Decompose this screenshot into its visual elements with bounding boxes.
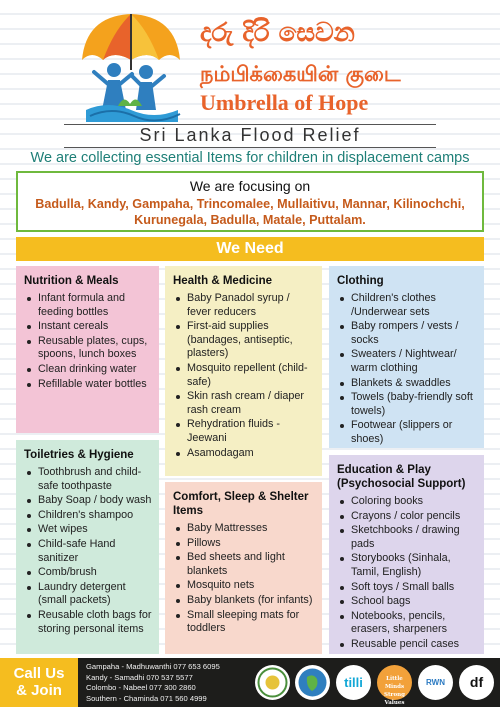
list-item: Baby Panadol syrup / fever reducers (173, 292, 316, 319)
item-list (173, 522, 316, 636)
partner-logo-2-icon (295, 665, 330, 700)
call-to-action (0, 658, 78, 707)
panel-nutrition (16, 266, 159, 433)
panel-title: Nutrition & Meals (24, 275, 119, 287)
list-item: Soft toys / Small balls (337, 581, 478, 595)
title-sinhala: දරු දිරි සෙවන (200, 18, 355, 48)
list-item: Coloring books (337, 495, 478, 509)
we-need-banner (16, 237, 484, 261)
panel-title: Education & Play (Psychosocial Support) (337, 464, 466, 490)
item-list (24, 292, 153, 391)
list-item: Sketchbooks / drawing pads (337, 524, 478, 551)
partner-logo-rwn (418, 665, 453, 700)
list-item: Blankets & swaddles (337, 377, 478, 391)
list-item: Pillows (173, 537, 316, 551)
partner-logo-1-icon (255, 665, 290, 700)
panel-clothing (329, 266, 484, 448)
panel-title: Toiletries & Hygiene (24, 449, 134, 461)
partner-logo-1 (255, 665, 290, 700)
list-item: First-aid supplies (bandages, antiseptic, plasters) (173, 320, 316, 361)
partner-label: RWN (426, 678, 445, 687)
contact-southern: Southern - Chaminda 071 560 4999 (86, 693, 207, 703)
partner-logo-little-minds (377, 665, 412, 706)
list-item: Children's clothes /Underwear sets (337, 292, 478, 319)
partner-label: df (469, 674, 484, 690)
list-item: Toothbrush and child-safe toothpaste (24, 466, 153, 493)
contact-colombo: Colombo - Nabeel 077 300 2860 (86, 683, 196, 692)
panel-title: Comfort, Sleep & Shelter Items (173, 491, 309, 517)
list-item: Infant formula and feeding bottles (24, 292, 153, 319)
list-item: Towels (baby-friendly soft towels) (337, 391, 478, 418)
list-item: Baby Soap / body wash (24, 494, 153, 508)
partner-logo-tilli (336, 665, 371, 700)
panel-health (165, 266, 322, 476)
title-tamil: நம்பிக்கையின் குடை (200, 62, 401, 86)
list-item: Baby Mattresses (173, 522, 316, 536)
list-item: Footwear (slippers or shoes) (337, 419, 478, 446)
list-item: Mosquito nets (173, 579, 316, 593)
partner-logo-df (459, 665, 494, 700)
subtitle-bar (64, 124, 436, 148)
panel-title: Health & Medicine (173, 275, 273, 287)
list-item: Mosquito repellent (child-safe) (173, 362, 316, 389)
list-item: Comb/brush (24, 566, 153, 580)
list-item: Clean drinking water (24, 363, 153, 377)
list-item: Refillable water bottles (24, 378, 153, 392)
list-item: Reusable cloth bags for storing personal items (24, 609, 153, 636)
list-item: Reusable pencil cases (337, 638, 478, 652)
title-english: Umbrella of Hope (200, 90, 369, 115)
partner-label: Little Minds Strong Values (384, 676, 405, 706)
subtitle: Sri Lanka Flood Relief (139, 125, 361, 145)
list-item: Storybooks (Sinhala, Tamil, English) (337, 552, 478, 579)
umbrella-of-hope-logo (78, 10, 184, 122)
list-item: Instant cereals (24, 320, 153, 334)
list-item: Baby rompers / vests / socks (337, 320, 478, 347)
list-item: School bags (337, 595, 478, 609)
focus-title: We are focusing on (189, 178, 311, 194)
call-line-1: Call Us (13, 665, 65, 682)
list-item: Rehydration fluids - Jeewani (173, 418, 316, 445)
contact-gampaha: Gampaha - Madhuwanthi 077 653 6095 (86, 662, 220, 671)
panel-toiletries (16, 440, 159, 654)
list-item: Small sleeping mats for toddlers (173, 609, 316, 636)
panel-title: Clothing (337, 275, 384, 287)
item-list (337, 495, 478, 652)
list-item: Skin rash cream / diaper rash cream (173, 390, 316, 417)
contact-kandy: Kandy - Samadhi 070 537 5577 (86, 672, 193, 682)
item-list (337, 292, 478, 447)
list-item: Reusable plates, cups, spoons, lunch boxes (24, 335, 153, 362)
list-item: Asamodagam (173, 447, 316, 461)
contact-list (86, 662, 220, 704)
list-item: Laundry detergent (small packets) (24, 581, 153, 608)
list-item: Crayons / color pencils (337, 510, 478, 524)
item-list (173, 292, 316, 460)
call-line-2: & Join (16, 682, 62, 699)
focus-places: Badulla, Kandy, Gampaha, Trincomalee, Mullaitivu, Mannar, Kilinochchi, Kurunegala, Badulla, Matale, Puttalam. (35, 197, 465, 227)
panel-comfort (165, 482, 322, 654)
panel-education (329, 455, 484, 654)
list-item: Sweaters / Nightwear/ warm clothing (337, 348, 478, 375)
list-item: Bed sheets and light blankets (173, 551, 316, 578)
collecting-statement: We are collecting essential Items for children in displacement camps (30, 150, 470, 166)
list-item: Notebooks, pencils, erasers, sharpeners (337, 610, 478, 637)
item-list (24, 466, 153, 636)
focus-areas-box (16, 171, 484, 232)
list-item: Child-safe Hand sanitizer (24, 538, 153, 565)
partner-label: tilli (344, 675, 363, 690)
partner-logo-2 (295, 665, 330, 700)
list-item: Baby blankets (for infants) (173, 594, 316, 608)
list-item: Children's shampoo (24, 509, 153, 523)
list-item: Wet wipes (24, 523, 153, 537)
we-need-label: We Need (216, 240, 284, 257)
